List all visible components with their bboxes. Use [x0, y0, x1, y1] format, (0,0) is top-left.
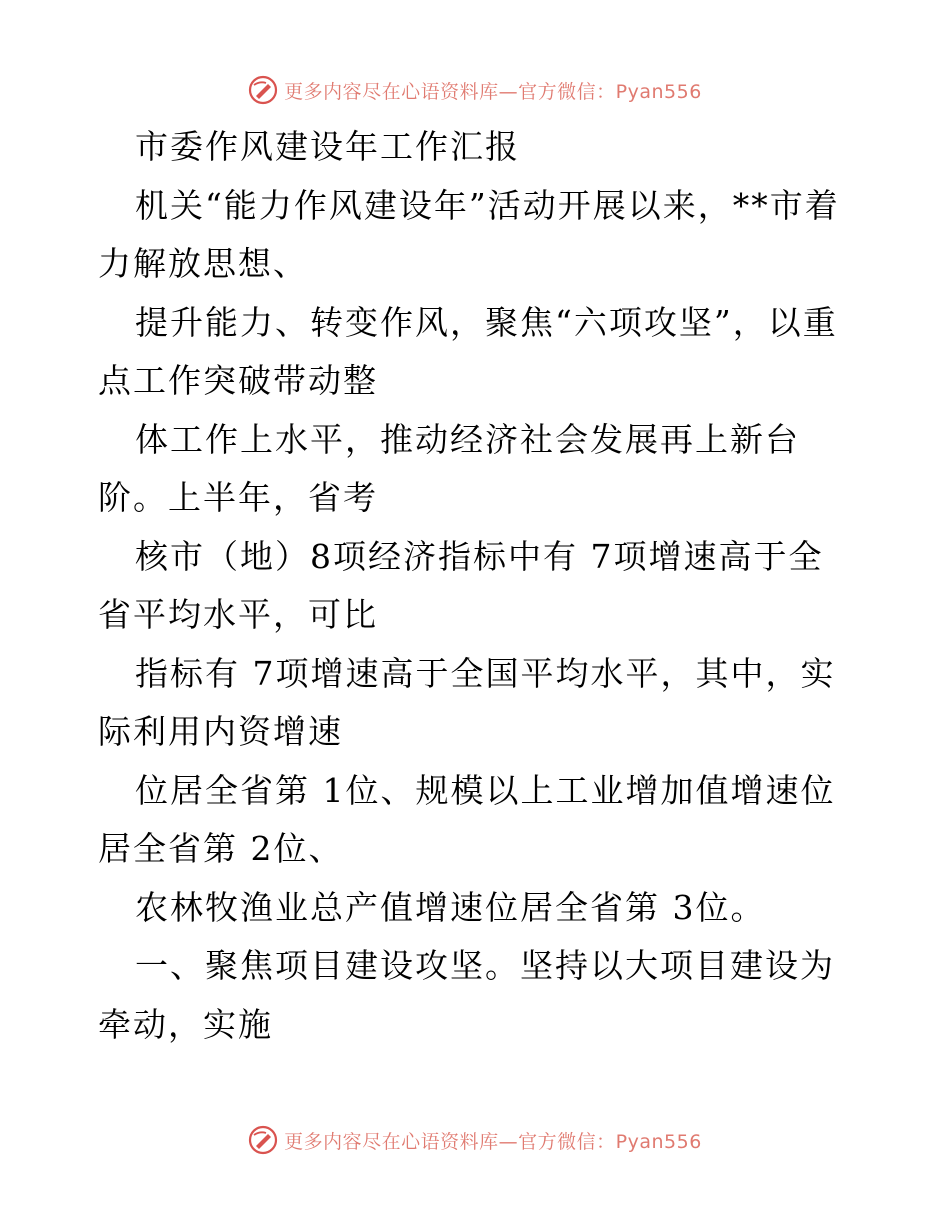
paragraph: 核市（地）8项经济指标中有 7项增速高于全省平均水平，可比	[98, 536, 824, 634]
paragraph: 一、聚焦项目建设攻坚。坚持以大项目建设为牵动，实施	[98, 946, 835, 1044]
paragraph: 位居全省第 1位、规模以上工业增加值增速位居全省第 2位、	[98, 770, 836, 868]
document-body	[98, 118, 858, 1054]
paragraph: 提升能力、转变作风，聚焦“六项攻坚”，以重点工作突破带动整	[98, 302, 838, 400]
paragraph: 机关“能力作风建设年”活动开展以来，**市着力解放思想、	[98, 185, 840, 283]
watermark-text: 更多内容尽在心语资料库—官方微信：Pyan556	[284, 80, 702, 103]
brand-logo-icon	[248, 1125, 278, 1155]
watermark-text: 更多内容尽在心语资料库—官方微信：Pyan556	[284, 1130, 702, 1153]
header-watermark	[0, 70, 950, 110]
document-title: 市委作风建设年工作汇报	[135, 127, 520, 166]
paragraph: 农林牧渔业总产值增速位居全省第 3位。	[135, 887, 766, 927]
footer-watermark	[0, 1120, 950, 1160]
brand-logo-icon	[248, 75, 278, 105]
paragraph: 指标有 7项增速高于全国平均水平，其中，实际利用内资增速	[98, 653, 836, 751]
paragraph: 体工作上水平，推动经济社会发展再上新台阶。上半年，省考	[98, 419, 800, 517]
